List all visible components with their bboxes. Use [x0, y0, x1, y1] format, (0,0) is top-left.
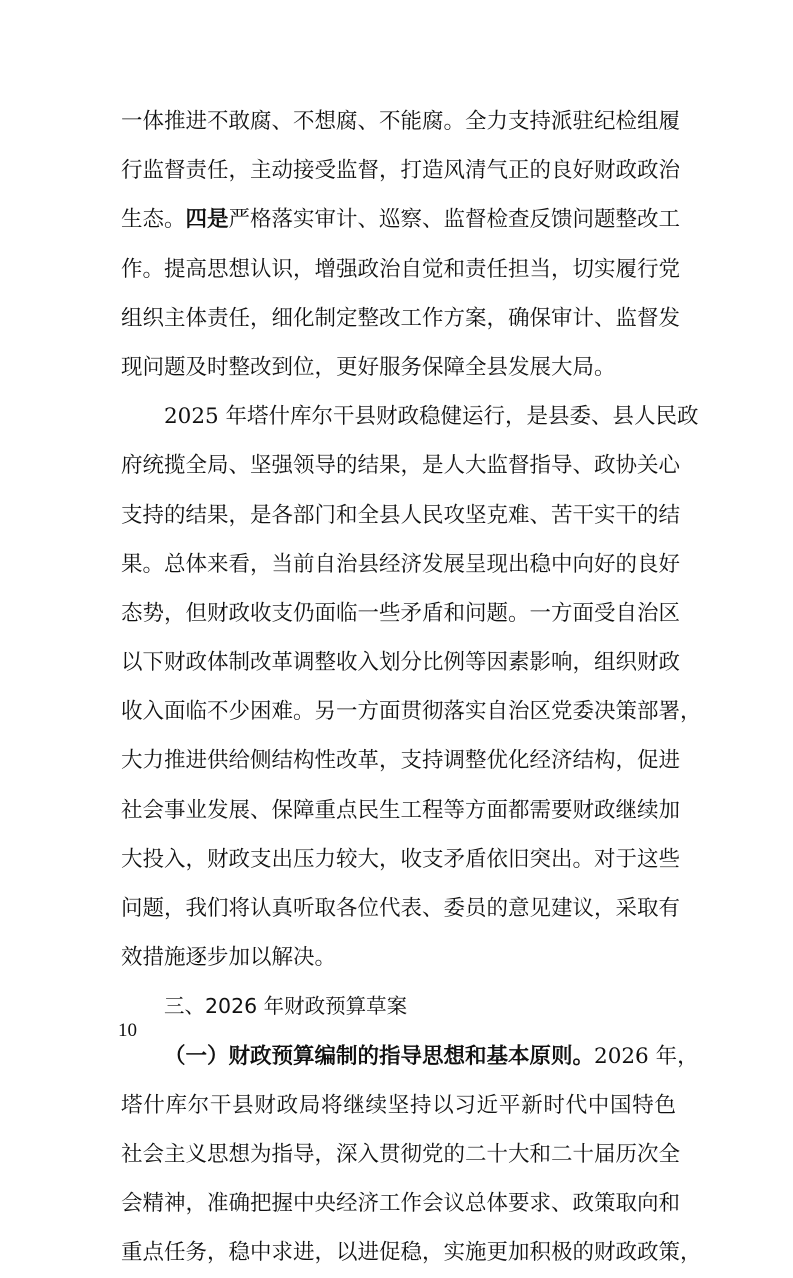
text-line: 收入面临不少困难。另一方面贯彻落实自治区党委决策部署， — [121, 699, 702, 725]
page-number: 10 — [118, 1020, 137, 1041]
text-line: 大力推进供给侧结构性改革，支持调整优化经济结构，促进 — [121, 748, 681, 774]
text-line — [121, 195, 681, 244]
paragraph-first-line: 2025 年塔什库尔干县财政稳健运行，是县委、县人民政 — [164, 404, 699, 430]
text-line: 重点任务，稳中求进，以进促稳，实施更加积极的财政政策， — [121, 1240, 702, 1266]
text-line: 效措施逐步加以解决。 — [121, 945, 337, 971]
text-line: 组织主体责任，细化制定整改工作方案，确保审计、监督发 — [121, 305, 681, 331]
text-line: 作。提高思想认识，增强政治自觉和责任担当，切实履行党 — [121, 256, 681, 282]
text-line: 府统揽全局、坚强领导的结果，是人大监督指导、政协关心 — [121, 453, 681, 479]
text-line: 支持的结果，是各部门和全县人民攻坚克难、苦干实干的结 — [121, 502, 681, 528]
text-line: 大投入，财政支出压力较大，收支矛盾依旧突出。对于这些 — [121, 846, 681, 872]
text-line: 问题，我们将认真听取各位代表、委员的意见建议，采取有 — [121, 896, 681, 921]
text-line: 塔什库尔干县财政局将继续坚持以习近平新时代中国特色 — [121, 1092, 676, 1118]
text-run: 2026 年， — [594, 1043, 699, 1069]
text-line: 态势，但财政收支仍面临一些矛盾和问题。一方面受自治区 — [121, 600, 681, 626]
paragraph-first-line — [121, 1032, 699, 1081]
section-heading: 三、2026 年财政预算草案 — [164, 994, 408, 1019]
text-run: 生态。 — [121, 207, 186, 233]
text-run: 严格落实审计、巡察、监督检查反馈问题整改工 — [228, 207, 681, 233]
text-line: 一体推进不敢腐、不想腐、不能腐。全力支持派驻纪检组履 — [121, 109, 681, 134]
bold-lead-in: 四是 — [185, 207, 229, 233]
bold-subheading: （一）财政预算编制的指导思想和基本原则。 — [164, 1043, 595, 1069]
text-line: 会精神，准确把握中央经济工作会议总体要求、政策取向和 — [121, 1191, 681, 1217]
text-line: 社会事业发展、保障重点民生工程等方面都需要财政继续加 — [121, 797, 681, 823]
body-text — [121, 97, 702, 1278]
text-line: 现问题及时整改到位，更好服务保障全县发展大局。 — [121, 354, 616, 380]
text-line: 社会主义思想为指导，深入贯彻党的二十大和二十届历次全 — [121, 1141, 681, 1167]
text-line: 果。总体来看，当前自治县经济发展呈现出稳中向好的良好 — [121, 551, 681, 577]
text-line: 以下财政体制改革调整收入划分比例等因素影响，组织财政 — [121, 650, 681, 676]
text-line: 行监督责任，主动接受监督，打造风清气正的良好财政政治 — [121, 158, 681, 184]
